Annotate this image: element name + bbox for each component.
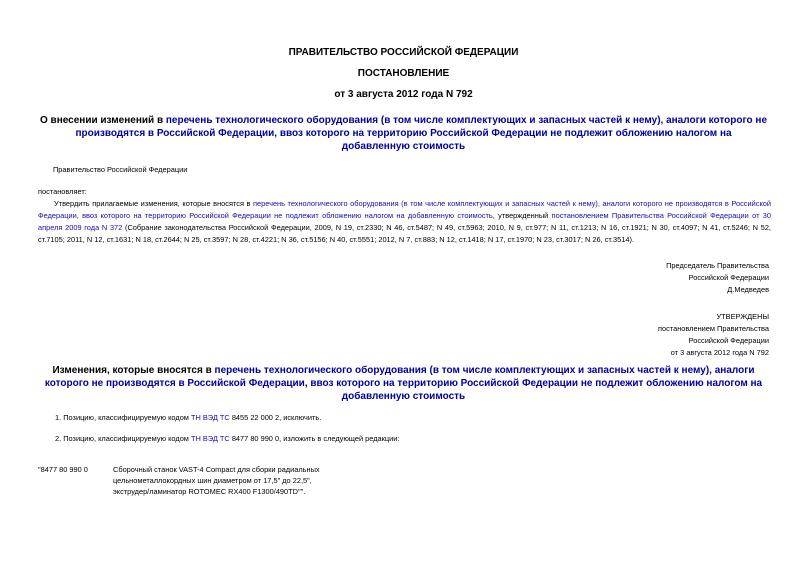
- item-1-end: 8455 22 000 2, исключить.: [229, 413, 322, 422]
- item-2-link[interactable]: ТН ВЭД ТС: [190, 434, 230, 443]
- table-row-code: "8477 80 990 0: [38, 465, 88, 474]
- p1-link[interactable]: перечень технологического оборудования (в том числе комплектующих и запасных частей к нему), аналоги которого не производятся в Российской Федерации, ввоз которого на территорию Российской Федерации не подлежит обложению налогом на добавленную стоимость: [38, 199, 771, 220]
- item-2-start: 2. Позицию, классифицируемую кодом: [55, 434, 191, 443]
- signature-line2: Российской Федерации: [688, 273, 769, 282]
- table-row-desc2: цельнометаллокордных шин диаметром от 17,5" до 22,5",: [113, 476, 312, 485]
- title-prefix: О внесении изменений в: [40, 115, 166, 126]
- changes-prefix: Изменения, которые вносятся в: [52, 365, 215, 376]
- table-row-desc3: экструдер/ламинатор ROTOMEC RX400 F1300/490TD"".: [113, 487, 306, 496]
- table-row-desc1: Сборочный станок VAST-4 Compact для сборки радиальных: [113, 465, 320, 474]
- signature-block: [666, 260, 769, 296]
- p1-mid: , утвержденный: [492, 211, 552, 220]
- decides-line: постановляет:: [38, 187, 87, 196]
- title-link[interactable]: перечень технологического оборудования (в том числе комплектующих и запасных частей к нему), аналоги которого не производятся в Российской Федерации, ввоз которого на территорию Российской Федерации не подлежит обложению налогом на добавленную стоимость: [75, 115, 768, 152]
- approved-line4: от 3 августа 2012 года N 792: [670, 348, 769, 357]
- header-doctype: ПОСТАНОВЛЕНИЕ: [357, 68, 450, 79]
- paragraph-1: [38, 198, 771, 246]
- government-line: Правительство Российской Федерации: [53, 165, 188, 174]
- changes-link[interactable]: перечень технологического оборудования (в том числе комплектующих и запасных частей к нему), аналоги которого не производятся в Российской Федерации, ввоз которого на территорию Российской Федерации не подлежит обложению налогом на добавленную стоимость: [44, 365, 763, 402]
- p1-link2[interactable]: постановлением Правительства Российской Федерации от 30 апреля 2009 года N 372: [38, 211, 771, 232]
- p1-end: (Собрание законодательства Российской Федерации, 2009, N 19, ст.2330; N 46, ст.5487; N 49, ст.5963; 2010, N 9, ст.977; N 11, ст.1213; N 16, ст.1921; N 30, ст.4097; N 41, ст.5246; N 52, ст.7105; 2011, N 12, ст.1631; N 18, ст.2644; N 25, ст.3597; N 28, ст.4221; N 36, ст.5156; N 40, ст.5551; 2012, N 7, ст.883; N 12, ст.1418; N 17, ст.1970; N 23, ст.3017; N 26, ст.3514).: [38, 223, 771, 244]
- approved-block: [658, 311, 769, 359]
- header-government: ПРАВИТЕЛЬСТВО РОССИЙСКОЙ ФЕДЕРАЦИИ: [288, 47, 519, 58]
- item-1: [55, 412, 321, 424]
- signature-line1: Председатель Правительства: [666, 261, 769, 270]
- changes-title: [40, 364, 767, 403]
- approved-line1: УТВЕРЖДЕНЫ: [716, 312, 769, 321]
- document-title: [40, 114, 767, 153]
- header-date: от 3 августа 2012 года N 792: [334, 89, 473, 100]
- signature-line3: Д.Медведев: [727, 285, 769, 294]
- approved-line3: Российской Федерации: [688, 336, 769, 345]
- p1-start: Утвердить прилагаемые изменения, которые вносятся в: [54, 199, 253, 208]
- approved-line2: постановлением Правительства: [658, 324, 769, 333]
- item-2-end: 8477 80 990 0, изложить в следующей редакции:: [229, 434, 400, 443]
- item-1-start: 1. Позицию, классифицируемую кодом: [55, 413, 191, 422]
- item-2: [55, 433, 399, 445]
- item-1-link[interactable]: ТН ВЭД ТС: [190, 413, 230, 422]
- table-row-description: [113, 464, 320, 497]
